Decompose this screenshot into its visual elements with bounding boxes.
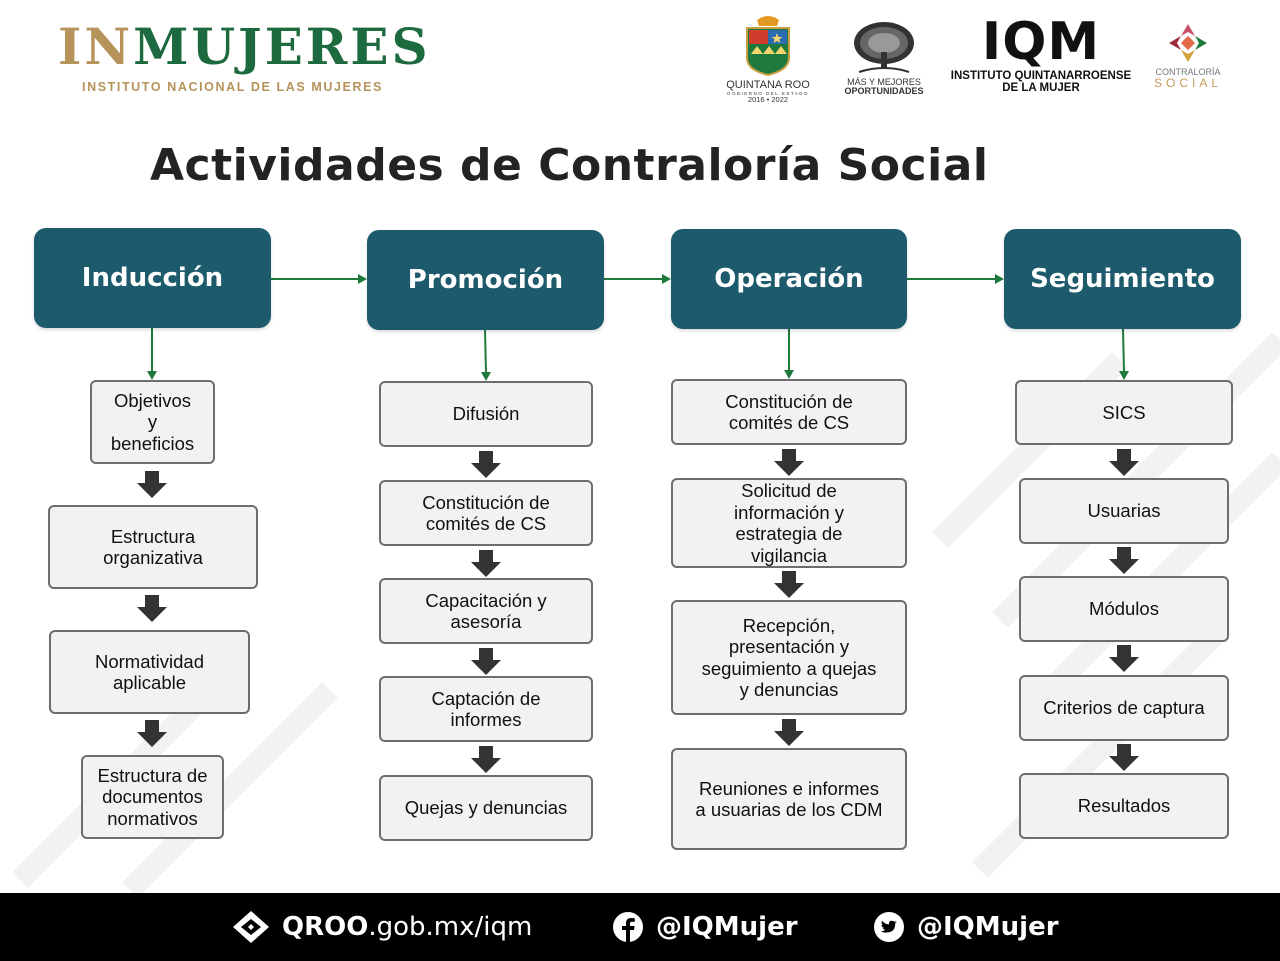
down-arrow-promocion-line (485, 330, 486, 373)
promocion-block-arrow-2 (471, 550, 501, 577)
seguimiento-step-2: Usuarias (1019, 478, 1229, 544)
operacion-step-3: Recepción, presentación y seguimiento a quejas y denuncias (671, 600, 907, 715)
operacion-block-arrow-1 (774, 449, 804, 476)
stage-induccion: Inducción (34, 228, 271, 328)
promocion-block-arrow-4 (471, 746, 501, 773)
promocion-step-3: Capacitación y asesoría (379, 578, 593, 644)
stage-seguimiento: Seguimiento (1004, 229, 1241, 329)
oportunidades-line1: MÁS Y MEJORES (847, 77, 921, 87)
promocion-step-1: Difusión (379, 381, 593, 447)
seguimiento-step-4: Criterios de captura (1019, 675, 1229, 741)
seguimiento-block-arrow-3 (1109, 645, 1139, 672)
footer-bar (0, 893, 1280, 961)
seguimiento-block-arrow-4 (1109, 744, 1139, 771)
page-title: Actividades de Contraloría Social (150, 140, 989, 191)
promocion-block-arrow-3 (471, 648, 501, 675)
operacion-step-1: Constitución de comités de CS (671, 379, 907, 445)
logo-prefix: IN (58, 17, 134, 76)
seguimiento-step-3: Módulos (1019, 576, 1229, 642)
logo-name: MUJERES (133, 17, 431, 76)
operacion-step-4: Reuniones e informes a usuarias de los CDM (671, 748, 907, 850)
induccion-step-2: Estructura organizativa (48, 505, 258, 589)
flow-arrow-3-head (995, 274, 1004, 284)
induccion-block-arrow-1 (137, 471, 167, 498)
quintana-roo-sub: GOBIERNO DEL ESTADO (726, 90, 809, 96)
footer-twitter[interactable] (873, 893, 1059, 961)
flow-arrow-2-head (662, 274, 671, 284)
operacion-step-2: Solicitud de información y estrategia de vigilancia (671, 478, 907, 568)
iqm-acronym: IQM (981, 12, 1101, 72)
stage-promocion: Promoción (367, 230, 604, 330)
iqm-line1: INSTITUTO QUINTANARROENSE (950, 70, 1132, 82)
promocion-step-2: Constitución de comités de CS (379, 480, 593, 546)
induccion-block-arrow-2 (137, 595, 167, 622)
logo-subtitle: INSTITUTO NACIONAL DE LAS MUJERES (82, 80, 383, 94)
operacion-block-arrow-3 (774, 719, 804, 746)
quintana-roo-years: 2016 • 2022 (747, 95, 789, 105)
induccion-step-3: Normatividad aplicable (49, 630, 250, 714)
down-arrow-operacion-head (784, 370, 794, 379)
contraloria-line1: CONTRALORÍA (1155, 67, 1221, 77)
induccion-step-1: Objetivos y beneficios (90, 380, 215, 464)
seguimiento-block-arrow-1 (1109, 449, 1139, 476)
induccion-step-4: Estructura de documentos normativos (81, 755, 224, 839)
oportunidades-line2: OPORTUNIDADES (844, 86, 924, 97)
down-arrow-induccion-head (147, 371, 157, 380)
website-bold: QROO (282, 912, 369, 942)
promocion-step-4: Captación de informes (379, 676, 593, 742)
footer-facebook[interactable] (612, 893, 798, 961)
quintana-roo-name: QUINTANA ROO (726, 79, 810, 91)
contraloria-line2: SOCIAL (1153, 76, 1222, 91)
down-arrow-seguimiento-line (1123, 329, 1124, 372)
seguimiento-step-1: SICS (1015, 380, 1233, 445)
facebook-icon (612, 911, 644, 943)
twitter-handle: @IQMujer (917, 912, 1059, 942)
qroo-diamond-icon (232, 910, 270, 944)
promocion-step-5: Quejas y denuncias (379, 775, 593, 841)
down-arrow-seguimiento-head (1119, 371, 1129, 380)
induccion-block-arrow-3 (137, 720, 167, 747)
iqm-line2: DE LA MUJER (1002, 82, 1080, 95)
stage-operacion: Operación (671, 229, 907, 329)
promocion-block-arrow-1 (471, 451, 501, 478)
seguimiento-step-5: Resultados (1019, 773, 1229, 839)
website-rest: .gob.mx/iqm (368, 912, 533, 942)
flow-arrow-1-head (358, 274, 367, 284)
operacion-block-arrow-2 (774, 571, 804, 598)
twitter-icon (873, 911, 905, 943)
footer-website[interactable] (232, 893, 532, 961)
seguimiento-block-arrow-2 (1109, 547, 1139, 574)
facebook-handle: @IQMujer (656, 912, 798, 942)
down-arrow-promocion-head (481, 372, 491, 381)
